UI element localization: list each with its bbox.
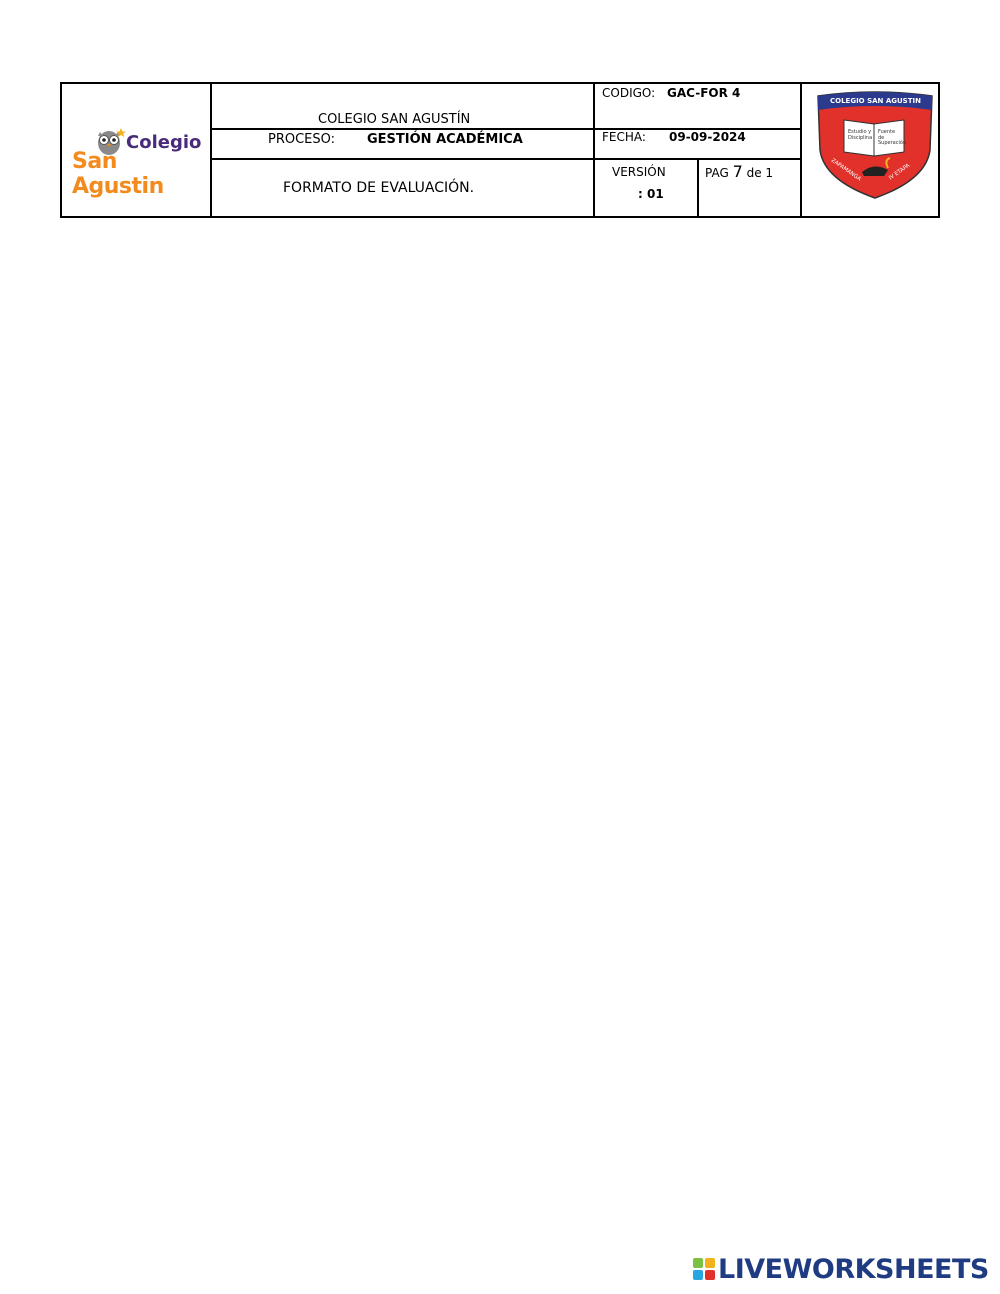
version-label: VERSIÓN: [612, 165, 666, 179]
date-value: 09-09-2024: [669, 130, 746, 144]
version-value: : 01: [638, 187, 664, 201]
liveworksheets-watermark: [693, 1254, 989, 1284]
liveworksheets-logo-icon: [693, 1258, 715, 1280]
school-shield: [814, 90, 936, 202]
shield-bottom-right-text: IV ETAPA: [888, 162, 912, 182]
page-number: 7: [732, 162, 743, 181]
school-name: COLEGIO SAN AGUSTÍN: [318, 112, 471, 127]
shield-bottom-left-text: ZAPAMANGA: [829, 157, 862, 183]
shield-top-text: COLEGIO SAN AGUSTIN: [830, 97, 921, 105]
shield-icon: [814, 90, 936, 202]
code-value: GAC-FOR 4: [667, 86, 741, 100]
document-title: FORMATO DE EVALUACIÓN.: [283, 180, 475, 196]
date-label: FECHA:: [602, 130, 646, 144]
shield-book-right-text: Fuente de Superación: [878, 129, 907, 146]
page-suffix: de 1: [746, 166, 774, 180]
logo-text-colegio: Colegio: [126, 132, 202, 153]
school-logo: [70, 122, 212, 199]
divider: [593, 84, 595, 216]
shield-book-left-text: Estudio y Disciplina: [848, 129, 873, 141]
process-label: PROCESO:: [268, 132, 336, 147]
page-indicator: [705, 164, 773, 180]
process-value: GESTIÓN ACADÉMICA: [367, 132, 523, 147]
divider: [800, 84, 802, 216]
logo-text-san-agustin: San Agustin: [72, 149, 164, 199]
watermark-text: LIVEWORKSHEETS: [718, 1253, 989, 1285]
divider: [210, 158, 800, 160]
code-label: CODIGO:: [602, 86, 656, 100]
divider: [697, 160, 699, 216]
document-header-table: [60, 82, 940, 218]
page-prefix: PAG: [705, 166, 729, 180]
